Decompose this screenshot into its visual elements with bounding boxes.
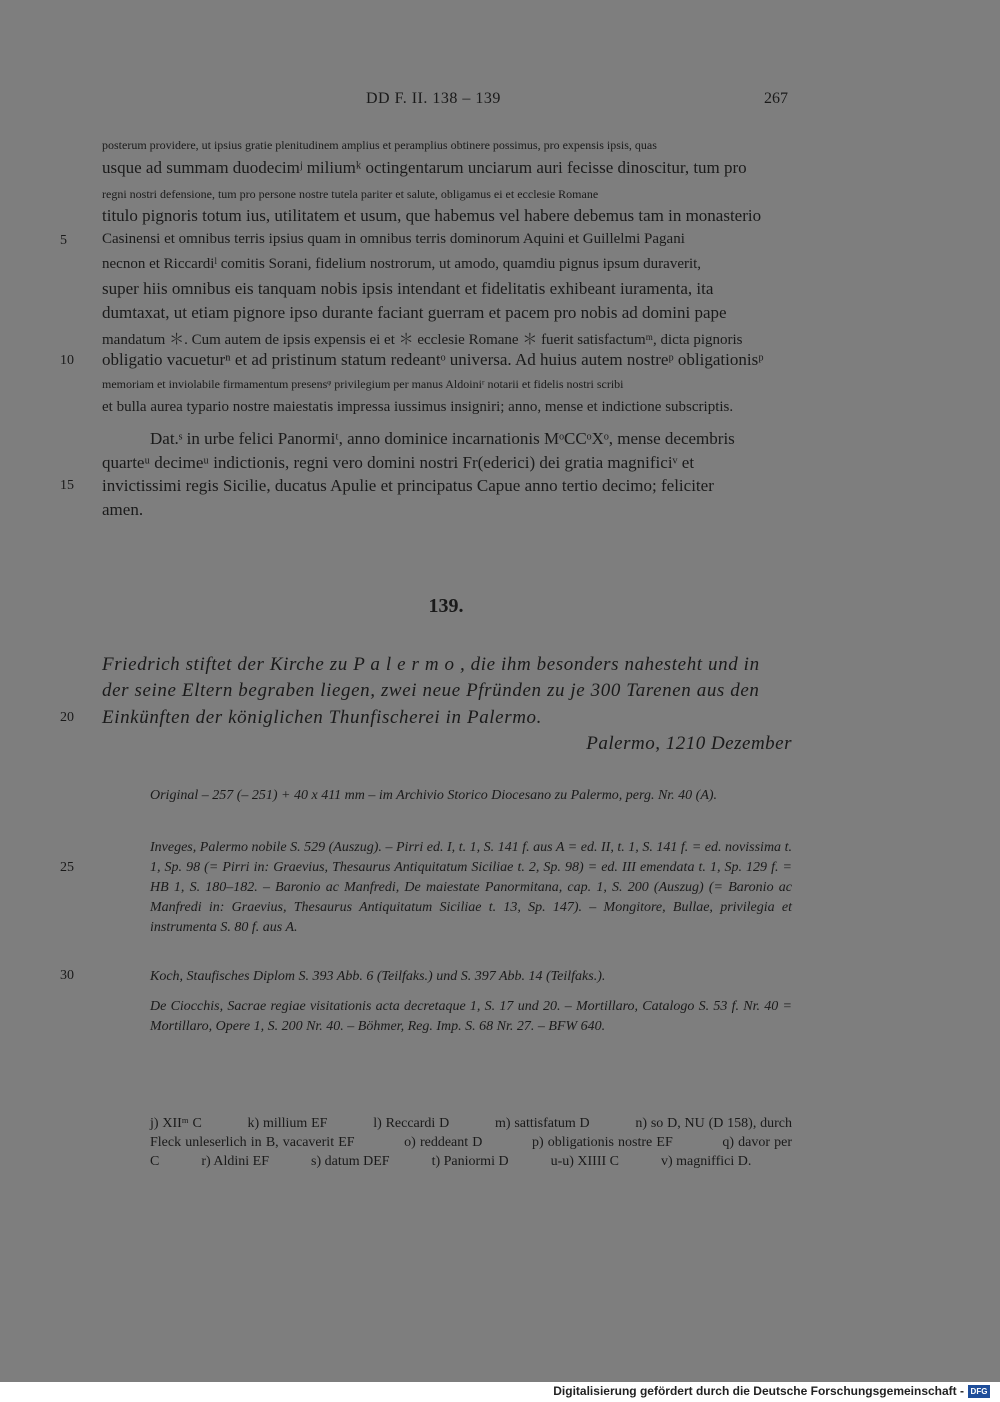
footnote: j) XIIᵐ C: [150, 1116, 202, 1131]
place-date: Palermo, 1210 Dezember: [586, 733, 792, 754]
regest-line: Friedrich stiftet der Kirche zu P a l e r m o , die ihm besonders nahesteht und in: [102, 654, 760, 675]
text-line: Casinensi et omnibus terris ipsius quam in omnibus terris dominorum Aquini et Guillelmi Pagani: [102, 231, 685, 247]
source-regesta: De Ciocchis, Sacrae regiae visitationis acta decretaque 1, S. 17 und 20. – Mortillaro, Catalogo S. 53 f. Nr. 40 = Mortillaro, Opere 1, S. 200 Nr. 40. – Böhmer, Reg. Imp. S. 68 Nr. 27. – BFW 640.: [150, 999, 792, 1034]
text-line: mandatum ＊. Cum autem de ipsis expensis ei et ＊ ecclesie Romane ＊ fuerit satisfactumᵐ, dicta pignoris: [102, 332, 743, 348]
source-editions: Inveges, Palermo nobile S. 529 (Auszug). – Pirri ed. I, t. 1, S. 141 f. aus A = ed. II, t. 1, S. 141 f. = ed. novissima t. 1, Sp. 98 (= Pirri in: Graevius, Thesaurus Antiquitatum Siciliae t. 2, Sp. 98) = ed. III emendata t. 1, Sp. 129 f. = HB 1, S. 180–182. – Baronio ac Manfredi, De maiestate Panormitana, cap. 1, S. 200 (Auszug) (= Baronio ac Manfredi in: Graevius, Thesaurus Antiquitatum Siciliae t. 13, Sp. 147). – Mongitore, Bullae, privilegia et instrumenta S. 80 f. aus A.: [150, 840, 792, 935]
text-line: dumtaxat, ut etiam pignore ipso durante faciant guerram et pacem pro nobis ad domini pape: [102, 303, 727, 322]
line-number: 15: [60, 478, 74, 493]
source-facsimile: Koch, Staufisches Diplom S. 393 Abb. 6 (Teilfaks.) und S. 397 Abb. 14 (Teilfaks.).: [150, 969, 606, 984]
text-line: super hiis omnibus eis tanquam nobis ipsis intendant et fidelitatis exhibeant iuramenta, ita: [102, 279, 714, 298]
running-title: DD F. II. 138 – 139: [366, 90, 501, 107]
text-line: et bulla aurea typario nostre maiestatis impressa iussimus insigniri; anno, mense et indictione subscriptis.: [102, 399, 734, 415]
footnote: q) davor per C: [150, 1135, 793, 1169]
text-line: obligatio vacueturⁿ et ad pristinum statum redeantᵒ universa. Ad huius autem nostreᵖ obligationisᵖ: [102, 350, 764, 369]
page-number: 267: [764, 90, 788, 107]
source-original: Original – 257 (– 251) + 40 x 411 mm – im Archivio Storico Diocesano zu Palermo, perg. Nr. 40 (A).: [150, 788, 718, 803]
regest-line: der seine Eltern begraben liegen, zwei neue Pfründen zu je 300 Tarenen aus den: [102, 680, 760, 701]
line-number: 30: [60, 968, 74, 983]
text-line: necnon et Riccardiˡ comitis Sorani, fidelium nostrorum, ut amodo, quamdiu pignus ipsum duraverit,: [102, 256, 702, 272]
text-line: usque ad summam duodecimʲ miliumᵏ octingentarum unciarum auri fecisse dinoscitur, tum pro: [102, 158, 747, 177]
line-number: 20: [60, 710, 74, 725]
regest-line: Einkünften der königlichen Thunfischerei in Palermo.: [102, 707, 542, 728]
dating-line: amen.: [102, 500, 144, 519]
footnote: u-u) XIIII C: [550, 1154, 619, 1169]
footnote: r) Aldini EF: [201, 1154, 270, 1169]
dating-line: quarteᵘ decimeᵘ indictionis, regni vero domini nostri Fr(ederici) dei gratia magnificiᵛ et: [102, 453, 695, 472]
footnote: l) Reccardi D: [373, 1116, 450, 1131]
footnote: v) magniffici D.: [661, 1154, 752, 1169]
critical-apparatus: [150, 1114, 792, 1171]
dating-line: Dat.ˢ in urbe felici Panormiᵗ, anno dominice incarnationis MᵒCCᵒXᵒ, mense decembris: [150, 429, 735, 448]
text-line: memoriam et inviolabile firmamentum presensᵠ privilegium per manus Aldoiniʳ notarii et fidelis nostri scribi: [102, 377, 624, 391]
footnote: n) so D, NU (D 158), durch Fleck unleserlich in B, vacaverit EF: [150, 1116, 793, 1150]
line-number: 10: [60, 353, 74, 368]
line-number: 25: [60, 860, 74, 875]
text-line: titulo pignoris totum ius, utilitatem et usum, que habemus vel habere debemus tam in monasterio: [102, 206, 762, 225]
digitization-footer: [0, 1382, 1000, 1402]
footnote: k) millium EF: [247, 1116, 328, 1131]
footnote: o) reddeant D: [404, 1135, 483, 1150]
footnote: p) obligationis nostre EF: [532, 1135, 673, 1150]
footnote: s) datum DEF: [311, 1154, 390, 1169]
dating-line: invictissimi regis Sicilie, ducatus Apulie et principatus Capue anno tertio decimo; feliciter: [102, 476, 714, 495]
line-number: 5: [60, 233, 67, 248]
footnote: t) Paniormi D: [431, 1154, 509, 1169]
text-line: posterum providere, ut ipsius gratie plenitudinem amplius et peramplius obtinere possimus, pro expensis ipsis, quas: [102, 138, 657, 152]
footnote: m) sattisfatum D: [494, 1116, 590, 1131]
dfg-logo-icon: DFG: [968, 1385, 990, 1398]
document-number: 139.: [428, 595, 464, 617]
text-line: regni nostri defensione, tum pro persone nostre tutela pariter et salute, obligamus ei et ecclesie Romane: [102, 187, 599, 201]
footer-credit: Digitalisierung gefördert durch die Deutsche Forschungsgemeinschaft -: [553, 1384, 964, 1398]
